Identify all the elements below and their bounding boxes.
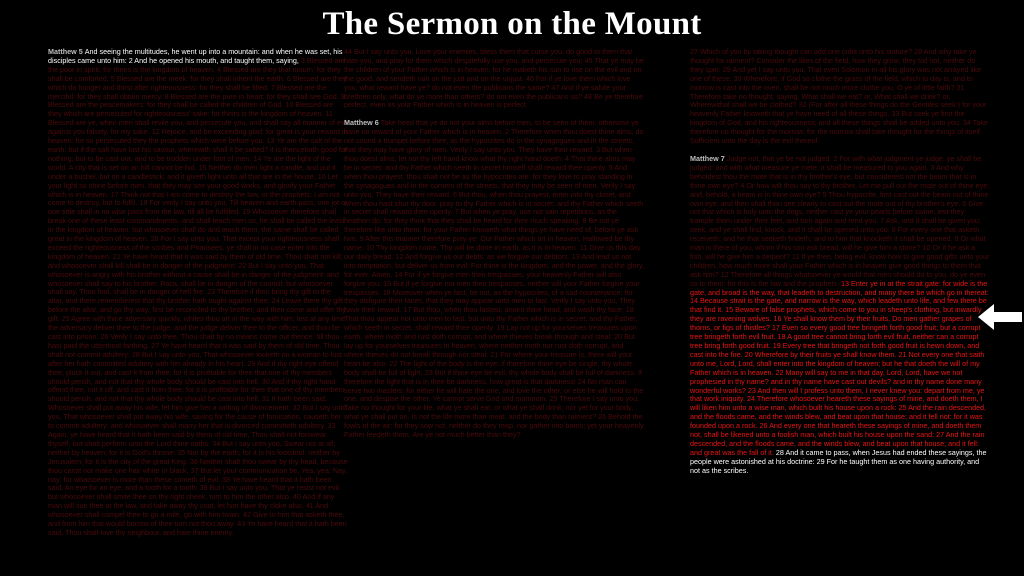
dim-passage: Take heed that ye do not your alms before men, to be seen of them: otherwise ye have no reward of your Father which is in heaven. 2 Therefore when thou doest thine alms, do not sound a trumpet before thee, as the hypocrites do in the synagogues and in the streets, that they may have glory of men. Verily I say unto you, They have their reward. 3 But when thou doest alms, let not thy left hand know what thy right hand doeth: 4 That thine alms may be in secret: and thy Father which seeth in secret himself shall reward thee openly. 5 And when thou prayest, thou shalt not be as the hypocrites are: for they love to pray standing in the synagogues and in the corners of the streets, that they may be seen of men. Verily I say unto you, They have their reward. 6 But thou, when thou prayest, enter into thy closet, and when thou hast shut thy door, pray to thy Father which is in secret; and thy Father which seeth in secret shall reward thee openly. 7 But when ye pray, use not vain repetitions, as the heathen do: for they think that they shall be heard for their much speaking. 8 Be not ye therefore like unto them: for your Father knoweth what things ye have need of, before ye ask him. 9 After this manner therefore pray ye: Our Father which art in heaven, Hallowed be thy name. 10 Thy kingdom come, Thy will be done in earth, as it is in heaven. 11 Give us this day our daily bread. 12 And forgive us our debts, as we forgive our debtors. 13 And lead us not into temptation, but deliver us from evil: For thine is the kingdom, and the power, and the glory, for ever. Amen. 14 For if ye forgive men their trespasses, your heavenly Father will also forgive you: 15 But if ye forgive not men their trespasses, neither will your Father forgive your trespasses. 16 Moreover when ye fast, be not, as the hypocrites, of a sad countenance: for they disfigure their faces, that they may appear unto men to fast. Verily I say unto you, They have their reward. 17 But thou, when thou fastest, anoint thine head, and wash thy face; 18 That thou appear not unto men to fast, but unto thy Father which is in secret: and thy Father, which seeth in secret, shall reward thee openly. 19 Lay not up for yourselves treasures upon earth, where moth and rust doth corrupt, and where thieves break through and steal: 20 But lay up for yourselves treasures in heaven, where neither moth nor rust doth corrupt, and where thieves do not break through nor steal: 21 For where your treasure is, there will your heart be also. 22 The light of the body is the eye: if therefore thine eye be single, thy whole body shall be full of light. 23 But if thine eye be evil, thy whole body shall be full of darkness. If therefore the light that is in thee be darkness, how great is that darkness! 24 No man can serve two masters: for either he will hate the one, and love the other; or else he will hold to the one, and despise the other. Ye cannot serve God and mammon. 25 Therefore I say unto you, Take no thought for your life, what ye shall eat, or what ye shall drink; nor yet for your body, what ye shall put on. Is not the life more than meat, and the body than raiment? 26 Behold the fowls of the air: for they sow not, neither do they reap, nor gather into barns; yet your heavenly Father feedeth them. Are ye not much better than they? bbox=[344, 118, 644, 440]
chapter-label-matthew-5: Matthew 5 bbox=[48, 48, 85, 56]
column-matthew-7 bbox=[690, 48, 990, 572]
dim-passage: 3 Blessed are the poor in spirit: for theirs is the kingdom of heaven. 4 Blessed are they that mourn: for they shall be comforted. 5 Blessed are the meek: for they shall inherit the earth. 6 Blessed are they which do hunger and thirst after righteousness: for they shall be filled. 7 Blessed are the merciful: for they shall obtain mercy. 8 Blessed are the pure in heart: for they shall see God. 9 Blessed are the peacemakers: for they shall be called the children of God. 10 Blessed are they which are persecuted for righteousness' sake: for theirs is the kingdom of heaven. 11 Blessed are ye, when men shall revile you, and persecute you, and shall say all manner of evil against you falsely, for my sake. 12 Rejoice, and be exceeding glad: for great is your reward in heaven: for so persecuted they the prophets which were before you. 13 Ye are the salt of the earth: but if the salt have lost his savour, wherewith shall it be salted? it is thenceforth good for nothing, but to be cast out, and to be trodden under foot of men. 14 Ye are the light of the world. A city that is set on an hill cannot be hid. 15 Neither do men light a candle, and put it under a bushel, but on a candlestick; and it giveth light unto all that are in the house. 16 Let your light so shine before men, that they may see your good works, and glorify your Father which is in heaven. 17 Think not that I am come to destroy the law, or the prophets: I am not come to destroy, but to fulfil. 18 For verily I say unto you, Till heaven and earth pass, one jot or one tittle shall in no wise pass from the law, till all be fulfilled. 19 Whosoever therefore shall break one of these least commandments, and shall teach men so, he shall be called the least in the kingdom of heaven: but whosoever shall do and teach them, the same shall be called great in the kingdom of heaven. 20 For I say unto you, That except your righteousness shall exceed the righteousness of the scribes and Pharisees, ye shall in no case enter into the kingdom of heaven. 21 Ye have heard that it was said by them of old time, Thou shalt not kill; and whosoever shall kill shall be in danger of the judgment: 22 But I say unto you, That whosoever is angry with his brother without a cause shall be in danger of the judgment: and whosoever shall say to his brother, Raca, shall be in danger of the council: but whosoever shall say, Thou fool, shall be in danger of hell fire. 23 Therefore if thou bring thy gift to the altar, and there rememberest that thy brother hath ought against thee; 24 Leave there thy gift before the altar, and go thy way; first be reconciled to thy brother, and then come and offer thy gift. 25 Agree with thine adversary quickly, whiles thou art in the way with him; lest at any time the adversary deliver thee to the judge, and the judge deliver thee to the officer, and thou be cast into prison. 26 Verily I say unto thee, Thou shalt by no means come out thence, till thou hast paid the uttermost farthing. 27 Ye have heard that it was said by them of old time, Thou shalt not commit adultery: 28 But I say unto you, That whosoever looketh on a woman to lust after her hath committed adultery with her already in his heart. 29 And if thy right eye offend thee, pluck it out, and cast it from thee: for it is profitable for thee that one of thy members should perish, and not that thy whole body should be cast into hell. 30 And if thy right hand offend thee, cut it off, and cast it from thee: for it is profitable for thee that one of thy members should perish, and not that thy whole body should be cast into hell. 31 It hath been said, Whosoever shall put away his wife, let him give her a writing of divorcement: 32 But I say unto you, That whosoever shall put away his wife, saving for the cause of fornication, causeth her to commit adultery: and whosoever shall marry her that is divorced committeth adultery. 33 Again, ye have heard that it hath been said by them of old time, Thou shalt not forswear thyself, but shalt perform unto the Lord thine oaths: 34 But I say unto you, Swear not at all; neither by heaven; for it is God's throne: 35 Nor by the earth; for it is his footstool: neither by Jerusalem; for it is the city of the great King. 36 Neither shalt thou swear by thy head, because thou canst not make one hair white or black. 37 But let your communication be, Yea, yea; Nay, nay: for whatsoever is more than these cometh of evil. 38 Ye have heard that it hath been said, An eye for an eye, and a tooth for a tooth: 39 But I say unto you, That ye resist not evil: but whosoever shall smite thee on thy right cheek, turn to him the other also. 40 And if any man will sue thee at the law, and take away thy coat, let him have thy cloke also. 41 And whosoever shall compel thee to go a mile, go with him twain. 42 Give to him that asketh thee, and from him that would borrow of thee turn not thou away. 43 Ye have heard that it hath been said, Thou shalt love thy neighbour, and hate thine enemy. bbox=[48, 55, 348, 537]
column-matthew-6 bbox=[344, 48, 644, 572]
left-arrow-icon bbox=[978, 302, 1022, 332]
chapter-label-matthew-7: Matthew 7 bbox=[690, 153, 727, 163]
page-title: The Sermon on the Mount bbox=[322, 6, 702, 42]
intro-text: And seeing the multitudes, he went up into a mountain: and when he was set, his disciples came unto him: 2 And he opened his mouth, and taught them, saying, bbox=[48, 48, 343, 65]
highlighted-passage: 13 Enter ye in at the strait gate: for wide is the gate, and broad is the way, that leadeth to destruction, and many there be which go in thereat: 14 Because strait is the gate, and narrow is the way, which leadeth unto life, and few there be that find it. 15 Beware of false prophets, which come to you in sheep's clothing, but inwardly they are ravening wolves. 16 Ye shall know them by their fruits. Do men gather grapes of thorns, or figs of thistles? 17 Even so every good tree bringeth forth good fruit; but a corrupt tree bringeth forth evil fruit. 18 A good tree cannot bring forth evil fruit, neither can a corrupt tree bring forth good fruit. 19 Every tree that bringeth not forth good fruit is hewn down, and cast into the fire. 20 Wherefore by their fruits ye shall know them. 21 Not every one that saith unto me, Lord, Lord, shall enter into the kingdom of heaven; but he that doeth the will of my Father which is in heaven. 22 Many will say to me in that day, Lord, Lord, have we not prophesied in thy name? and in thy name have cast out devils? and in thy name done many wonderful works? 23 And then will I profess unto them, I never knew you: depart from me, ye that work iniquity. 24 Therefore whosoever heareth these sayings of mine, and doeth them, I will liken him unto a wise man, which built his house upon a rock: 25 And the rain descended, and the floods came, and the winds blew, and beat upon that house; and it fell not: for it was founded upon a rock. 26 And every one that heareth these sayings of mine, and doeth them not, shall be likened unto a foolish man, which built his house upon the sand: 27 And the rain descended, and the floods came, and the winds blew, and beat upon that house; and it fell: and great was the fall of it. bbox=[690, 278, 989, 457]
dim-passage: Judge not, that ye be not judged. 2 For with what judgment ye judge, ye shall be judged: and with what measure ye mete, it shall be measured to you again. 3 And why beholdest thou the mote that is in thy brother's eye, but considerest not the beam that is in thine own eye? 4 Or how wilt thou say to thy brother, Let me pull out the mote out of thine eye; and, behold, a beam is in thine own eye? 5 Thou hypocrite, first cast out the beam out of thine own eye; and then shalt thou see clearly to cast out the mote out of thy brother's eye. 6 Give not that which is holy unto the dogs, neither cast ye your pearls before swine, lest they trample them under their feet, and turn again and rend you. 7 Ask, and it shall be given you; seek, and ye shall find; knock, and it shall be opened unto you: 8 For every one that asketh receiveth; and he that seeketh findeth; and to him that knocketh it shall be opened. 9 Or what man is there of you, whom if his son ask bread, will he give him a stone? 10 Or if he ask a fish, will he give him a serpent? 11 If ye then, being evil, know how to give good gifts unto your children, how much more shall your Father which is in heaven give good things to them that ask him? 12 Therefore all things whatsoever ye would that men should do to you, do ye even so to them: for this is the law and the prophets. bbox=[690, 153, 990, 288]
dim-passage: 44 But I say unto you, Love your enemies, bless them that curse you, do good to them that hate you, and pray for them which despitefully use you, and persecute you; 45 That ye may be the children of your Father which is in heaven: for he maketh his sun to rise on the evil and on the good, and sendeth rain on the just and on the unjust. 46 For if ye love them which love you, what reward have ye? do not even the publicans the same? 47 And if ye salute your brethren only, what do ye more than others? do not even the publicans so? 48 Be ye therefore perfect, even as your Father which is in heaven is perfect. bbox=[344, 48, 644, 110]
column-matthew-5 bbox=[48, 48, 348, 572]
dim-passage: 27 Which of you by taking thought can add one cubit unto his stature? 28 And why take ye thought for raiment? Consider the lilies of the field, how they grow; they toil not, neither do they spin: 29 And yet I say unto you, That even Solomon in all his glory was not arrayed like one of these. 30 Wherefore, if God so clothe the grass of the field, which to day is, and to morrow is cast into the oven, shall he not much more clothe you, O ye of little faith? 31 Therefore take no thought, saying, What shall we eat? or, What shall we drink? or, Wherewithal shall we be clothed? 32 (For after all these things do the Gentiles seek:) for your heavenly Father knoweth that ye have need of all these things. 33 But seek ye first the kingdom of God, and his righteousness; and all these things shall be added unto you. 34 Take therefore no thought for the morrow: for the morrow shall take thought for the things of itself. Sufficient unto the day is the evil thereof. bbox=[690, 48, 988, 146]
closing-passage: 28 And it came to pass, when Jesus had ended these sayings, the people were astonished at his doctrine: 29 For he taught them as one having authority, and not as the scribes. bbox=[690, 447, 987, 475]
chapter-label-matthew-6: Matthew 6 bbox=[344, 118, 381, 128]
